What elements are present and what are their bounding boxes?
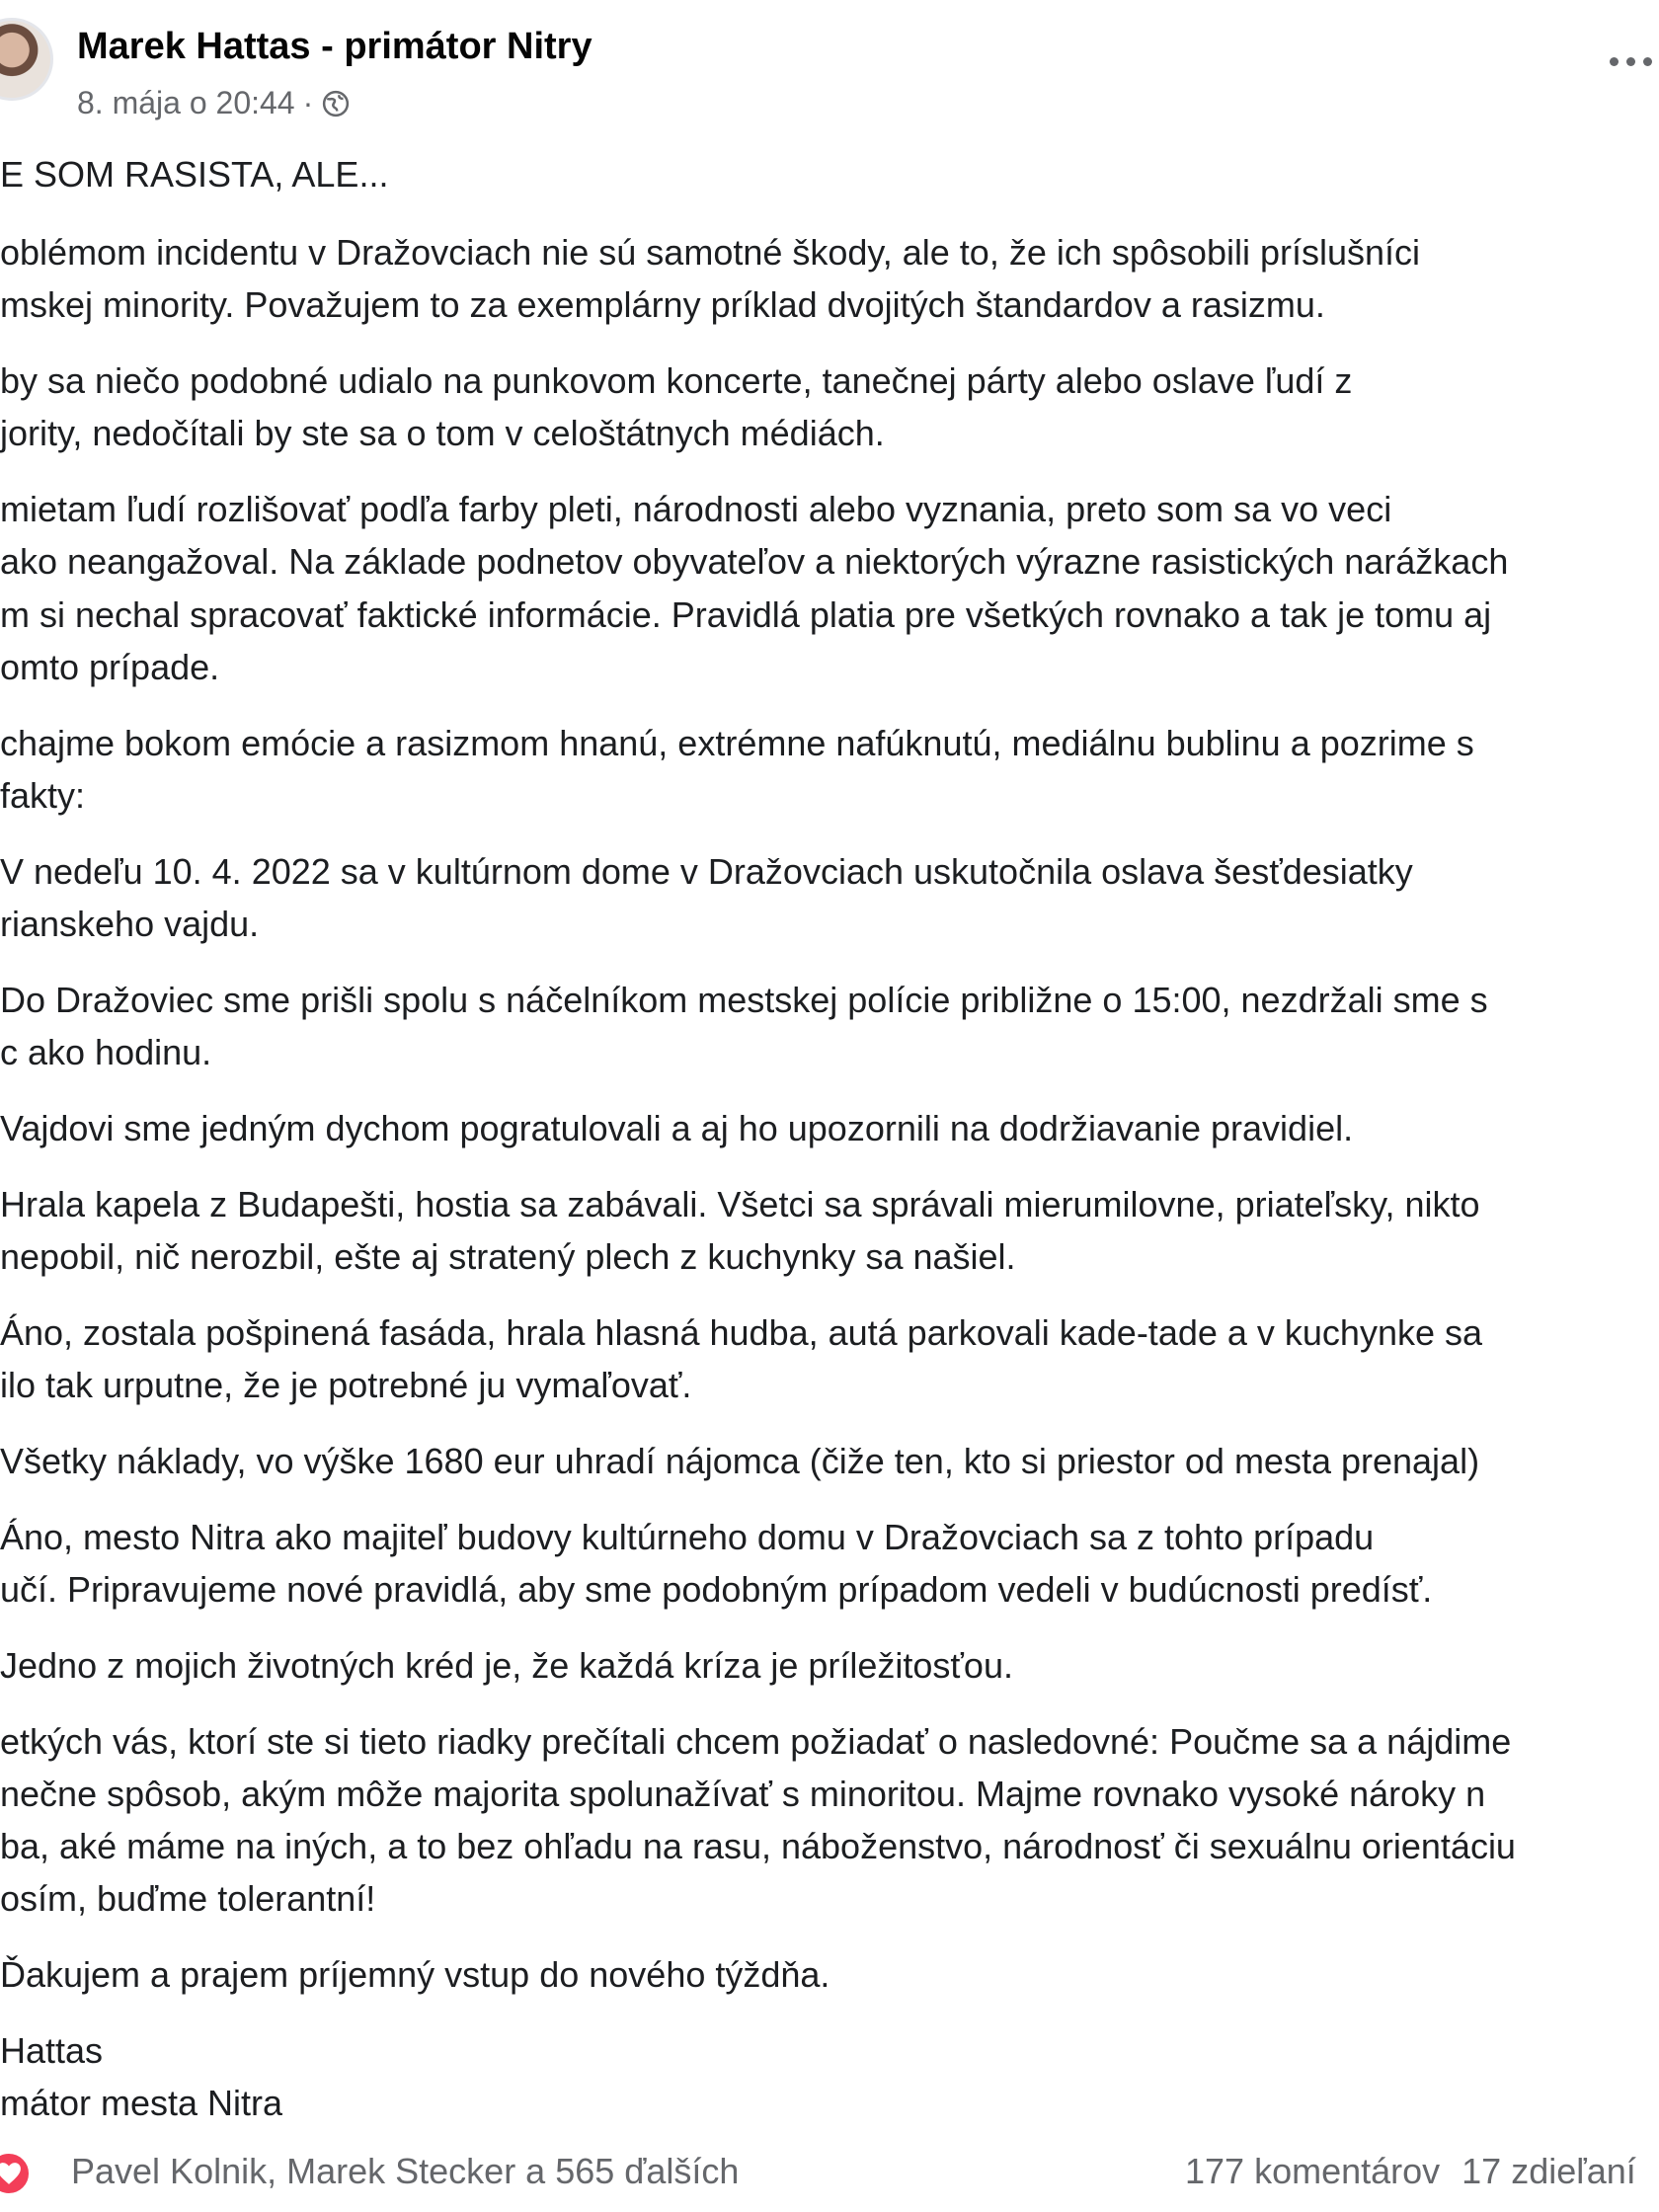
post-line: Áno, mesto Nitra ako majiteľ budovy kultúrneho domu v Dražovciach sa z tohto prípadu <box>0 1517 1375 1557</box>
engagement-counts <box>1185 2151 1636 2192</box>
post-line: rianskeho vajdu. <box>0 904 260 944</box>
post-line: fakty: <box>0 775 86 816</box>
more-icon[interactable] <box>1610 49 1659 73</box>
post-timestamp[interactable]: 8. mája o 20:44 <box>77 85 295 120</box>
post-line: ba, aké máme na iných, a to bez ohľadu na rasu, náboženstvo, národnosť či sexuálnu orientáciu <box>0 1826 1516 1866</box>
post-line: E SOM RASISTA, ALE... <box>0 154 389 195</box>
shares-count[interactable]: 17 zdieľaní <box>1462 2151 1636 2191</box>
post-line: Hattas <box>0 2030 104 2071</box>
post-line: by sa niečo podobné udialo na punkovom koncerte, tanečnej párty alebo oslave ľudí z <box>0 360 1353 401</box>
heart-icon <box>0 2151 32 2196</box>
comments-count[interactable]: 177 komentárov <box>1185 2151 1441 2191</box>
reactions-summary[interactable] <box>0 2151 32 2196</box>
post-line: Vajdovi sme jedným dychom pogratulovali a aj ho upozornili na dodržiavanie pravidiel. <box>0 1108 1354 1148</box>
post-line: V nedeľu 10. 4. 2022 sa v kultúrnom dome v Dražovciach uskutočnila oslava šesťdesiatky <box>0 851 1413 892</box>
post-line: Ďakujem a prajem príjemný vstup do nového týždňa. <box>0 1954 830 1995</box>
post-line: učí. Pripravujeme nové pravidlá, aby sme podobným prípadom vedeli v budúcnosti predísť. <box>0 1569 1433 1610</box>
post-line: Do Dražoviec sme prišli spolu s náčelníkom mestskej polície približne o 15:00, nezdržali sme s <box>0 980 1488 1020</box>
post-line: Všetky náklady, vo výške 1680 eur uhradí nájomca (čiže ten, kto si priestor od mesta prenajal) <box>0 1441 1480 1481</box>
author-name[interactable]: Marek Hattas - primátor Nitry <box>77 26 592 67</box>
post-line: nečne spôsob, akým môže majorita spolunažívať s minoritou. Majme rovnako vysoké nároky n <box>0 1774 1486 1814</box>
post-line: c ako hodinu. <box>0 1032 212 1072</box>
post-line: Áno, zostala pošpinená fasáda, hrala hlasná hudba, autá parkovali kade-tade a v kuchynke sa <box>0 1312 1483 1353</box>
post-line: oblémom incidentu v Dražovciach nie sú samotné škody, ale to, že ich spôsobili príslušníci <box>0 232 1421 273</box>
reactions-text[interactable]: Pavel Kolnik, Marek Stecker a 565 ďalších <box>71 2151 740 2191</box>
post-footer <box>0 2145 1659 2204</box>
post-line: ako neangažoval. Na základe podnetov obyvateľov a niektorých výrazne rasistických narážkach <box>0 541 1509 582</box>
meta-separator: · <box>302 85 314 120</box>
post-line: omto prípade. <box>0 647 220 687</box>
post-line: chajme bokom emócie a rasizmom hnanú, extrémne nafúknutú, mediálnu bublinu a pozrime s <box>0 723 1474 763</box>
post-line: etkých vás, ktorí ste si tieto riadky prečítali chcem požiadať o nasledovné: Poučme sa a nájdime <box>0 1721 1512 1762</box>
post-line: Hrala kapela z Budapešti, hostia sa zabávali. Všetci sa správali mierumilovne, priateľsky, nikto <box>0 1184 1480 1224</box>
post-line: jority, nedočítali by ste sa o tom v celoštátnych médiách. <box>0 413 885 453</box>
post-line: mietam ľudí rozlišovať podľa farby pleti, národnosti alebo vyznania, preto som sa vo veci <box>0 489 1392 529</box>
post-line: Jedno z mojich životných kréd je, že každá kríza je príležitosťou. <box>0 1645 1013 1686</box>
avatar[interactable] <box>0 18 53 101</box>
globe-icon <box>321 89 351 118</box>
post-line: osím, buďme tolerantní! <box>0 1878 376 1919</box>
post-line: ilo tak urputne, že je potrebné ju vymaľovať. <box>0 1365 692 1405</box>
post-line: mátor mesta Nitra <box>0 2083 283 2123</box>
post-line: mskej minority. Považujem to za exemplárny príklad dvojitých štandardov a rasizmu. <box>0 284 1325 325</box>
post-line: nepobil, nič nerozbil, ešte aj stratený plech z kuchynky sa našiel. <box>0 1236 1016 1277</box>
post-line: m si nechal spracovať faktické informácie. Pravidlá platia pre všetkých rovnako a tak je tomu aj <box>0 594 1492 635</box>
post-meta <box>77 85 351 121</box>
